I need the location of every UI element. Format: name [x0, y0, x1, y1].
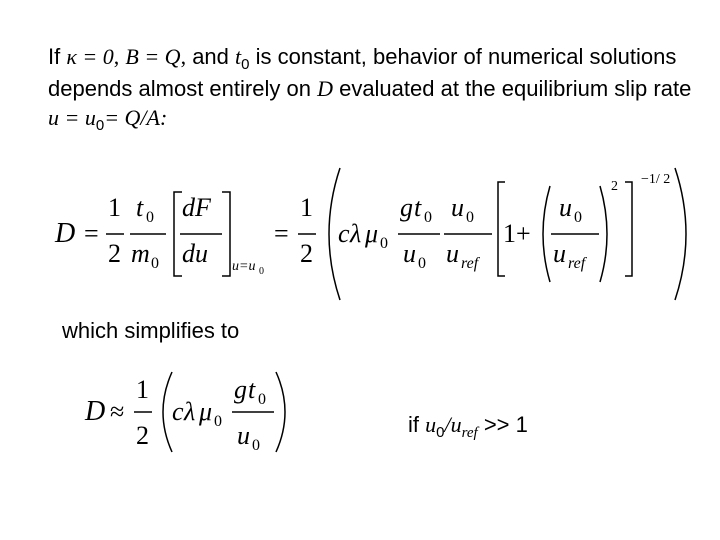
eq1-D: D: [55, 218, 76, 249]
eq2-g: g: [234, 375, 247, 404]
eq1-u3: u: [559, 193, 572, 222]
eq2-t: t: [248, 375, 256, 404]
eq1-uref: u: [446, 239, 459, 268]
eq1-m-sub: 0: [151, 255, 159, 272]
eq2-u-sub: 0: [252, 437, 260, 454]
eq1-g: g: [400, 193, 413, 222]
intro-if: If: [48, 44, 61, 69]
b-condition: B = Q: [125, 44, 181, 69]
t-symbol: t: [235, 44, 242, 69]
u-subscript: 0: [95, 117, 105, 134]
eq2-mu-sub: 0: [214, 413, 222, 430]
eq1-equals: =: [84, 219, 99, 248]
intro-and: and: [192, 44, 229, 69]
eq1-u2-sub: 0: [466, 209, 474, 226]
q-over-a: = Q/A:: [104, 105, 168, 130]
eq1-t2-sub: 0: [424, 209, 432, 226]
eq1-mu: μ: [365, 219, 379, 248]
eq1-eval-sub0: 0: [259, 266, 264, 277]
eq1-dF: dF: [182, 193, 211, 222]
u-equals: u = u: [48, 105, 96, 130]
condition-if: if: [408, 412, 419, 437]
eq1-uref2: u: [553, 239, 566, 268]
intro-line2b: evaluated at the: [339, 76, 496, 101]
t-subscript: 0: [241, 56, 250, 73]
eq2-u: u: [237, 421, 250, 450]
eq2-lambda: λ: [184, 397, 196, 426]
condition-u: u: [425, 412, 437, 437]
simplifies-text: which simplifies to: [62, 318, 240, 343]
eq2-two: 2: [136, 421, 149, 450]
eq1-ref: ref: [461, 255, 479, 272]
intro-line1-rest: is constant, behavior of numerical: [255, 44, 584, 69]
intro-line3a: equilibrium slip rate: [501, 76, 692, 101]
comma: ,: [113, 44, 120, 69]
eq1-t2: t: [414, 193, 422, 222]
condition-u2: u: [450, 412, 462, 437]
eq2-paren-left: [163, 372, 172, 452]
eq1-t: t: [136, 193, 144, 222]
eq1-m: m: [131, 239, 150, 268]
eq2-approx: ≈: [110, 397, 125, 426]
eq1-mu-sub: 0: [380, 235, 388, 252]
eq1-u: u: [403, 239, 416, 268]
eq1-u-sub: 0: [418, 255, 426, 272]
d-symbol: D: [317, 76, 333, 101]
condition-text: [408, 412, 528, 441]
kappa-condition: κ = 0: [66, 44, 114, 69]
eq1-one-plus: 1+: [503, 219, 531, 248]
eq2-c: c: [172, 397, 184, 426]
eq1-eval-sub: u=u: [232, 259, 256, 274]
eq1-exp2: 2: [611, 179, 618, 194]
eq2-mu: μ: [199, 397, 213, 426]
eq1-equals2: =: [274, 219, 289, 248]
eq1-t-sub: 0: [146, 209, 154, 226]
condition-gg: >> 1: [483, 412, 528, 437]
eq1-u3-sub: 0: [574, 209, 582, 226]
condition-slash: /: [444, 412, 451, 437]
eq1-one2: 1: [300, 193, 313, 222]
eq2-D: D: [85, 396, 106, 427]
eq1-two: 2: [108, 239, 121, 268]
eq1-exp-outer: −1/ 2: [641, 172, 671, 187]
eq1-u2: u: [451, 193, 464, 222]
eq1-ref2: ref: [568, 255, 586, 272]
condition-u-sub: 0: [436, 424, 445, 441]
eq1-c: c: [338, 219, 350, 248]
eq2-t-sub: 0: [258, 391, 266, 408]
condition-ref: ref: [461, 425, 478, 441]
eq1-one: 1: [108, 193, 121, 222]
eq1-two2: 2: [300, 239, 313, 268]
intro-line2a: solutions depends almost entirely on: [48, 44, 677, 101]
eq2-paren-right: [276, 372, 285, 452]
comma: ,: [180, 44, 187, 69]
eq2-one: 1: [136, 375, 149, 404]
eq1-du: du: [182, 239, 208, 268]
eq1-lambda: λ: [350, 219, 362, 248]
